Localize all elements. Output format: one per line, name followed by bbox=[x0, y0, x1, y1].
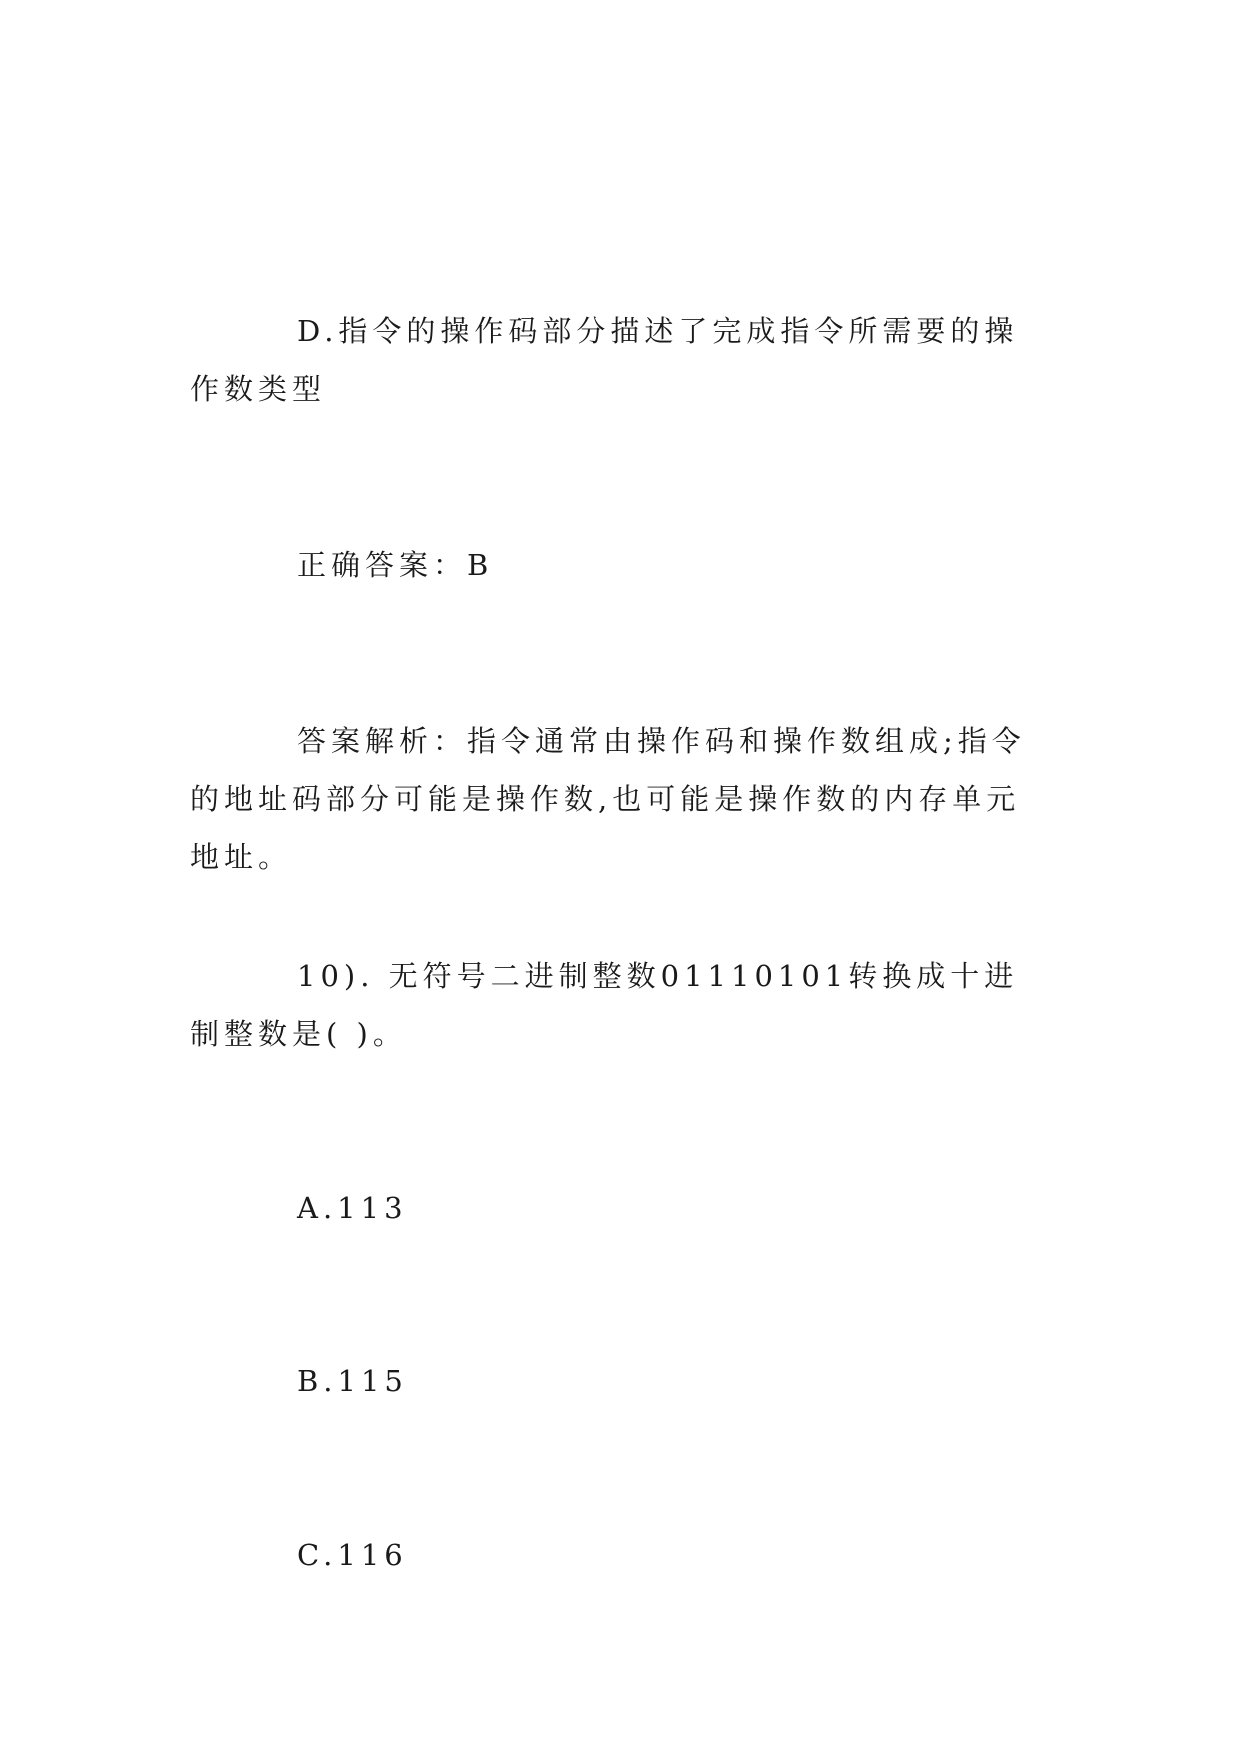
question-text: 10). 无符号二进制整数01110101转换成十进制整数是( )。 bbox=[190, 959, 1019, 1051]
option-a-text: A.113 bbox=[297, 1191, 408, 1225]
option-c-text: C.116 bbox=[297, 1538, 408, 1572]
correct-answer-text: 正确答案：B bbox=[297, 548, 494, 582]
option-d-text: D.指令的操作码部分描述了完成指令所需要的操作数类型 bbox=[190, 314, 1019, 406]
answer-analysis-text: 答案解析：指令通常由操作码和操作数组成;指令的地址码部分可能是操作数,也可能是操作数的内存单元地址。 bbox=[190, 724, 1026, 874]
option-b-text: B.115 bbox=[297, 1364, 408, 1398]
